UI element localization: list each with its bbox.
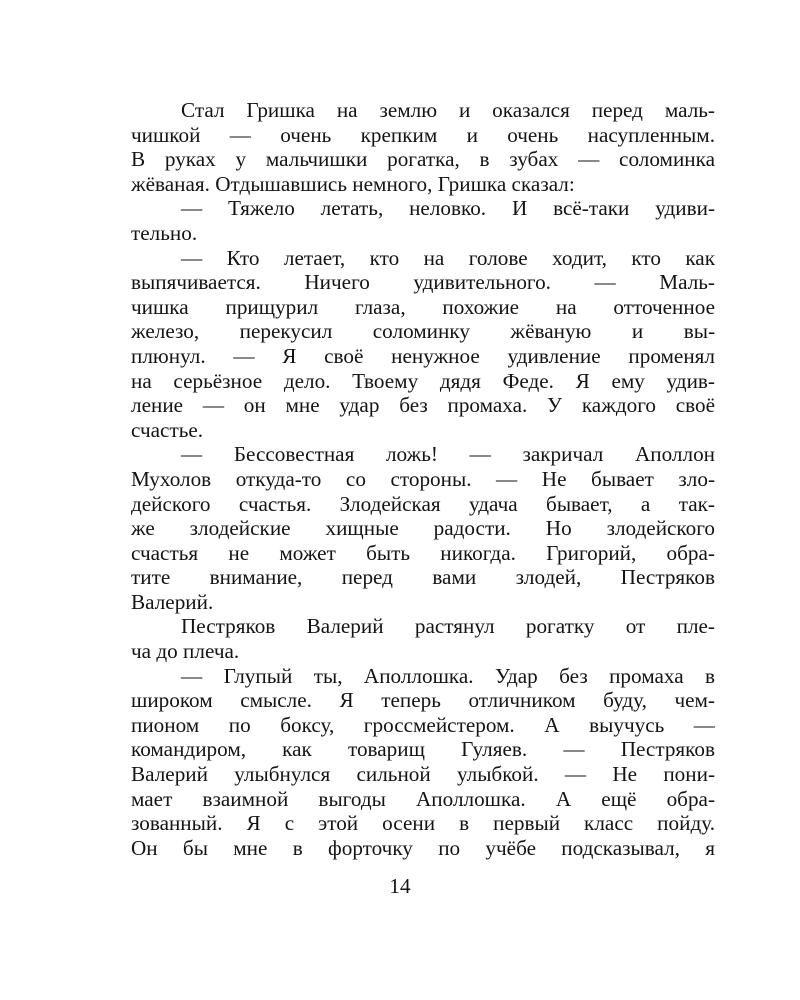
text-line: Он бы мне в форточку по учёбе подсказывал, я xyxy=(131,835,715,860)
text-line: мает взаимной выгоды Аполлошка. А ещё обра- xyxy=(131,786,715,811)
text-line: широком смысле. Я теперь отличником буду, чем- xyxy=(131,688,715,713)
text-line: Валерий. xyxy=(131,589,214,614)
text-line: на серьёзное дело. Твоему дядя Феде. Я ему удив- xyxy=(131,368,715,393)
text-line: — Тяжело летать, неловко. И всё-таки удиви- xyxy=(181,196,715,221)
book-page-text xyxy=(131,98,715,860)
text-line: жёваная. Отдышавшись немного, Гришка сказал: xyxy=(131,171,575,196)
text-line: В руках у мальчишки рогатка, в зубах — соломинка xyxy=(131,147,715,172)
text-line: счастья не может быть никогда. Григорий, обра- xyxy=(131,540,715,565)
text-line: зованный. Я с этой осени в первый класс пойду. xyxy=(131,811,715,836)
text-line: — Бессовестная ложь! — закричал Аполлон xyxy=(181,442,715,467)
text-line: тите внимание, перед вами злодей, Пестряков xyxy=(131,565,715,590)
text-line: тельно. xyxy=(131,220,198,245)
page-number: 14 xyxy=(389,874,411,898)
text-line: пионом по боксу, гроссмейстером. А выучусь — xyxy=(131,712,715,737)
text-line: — Кто летает, кто на голове ходит, кто как xyxy=(181,245,715,270)
text-line: плюнул. — Я своё ненужное удивление променял xyxy=(131,343,715,368)
text-line: счастье. xyxy=(131,417,204,442)
text-line: Мухолов откуда-то со стороны. — Не бывает зло- xyxy=(131,466,715,491)
text-line: же злодейские хищные радости. Но злодейского xyxy=(131,516,715,541)
text-line: выпячивается. Ничего удивительного. — Маль- xyxy=(131,270,715,295)
text-line: Валерий улыбнулся сильной улыбкой. — Не пони- xyxy=(131,762,715,787)
text-line: Пестряков Валерий растянул рогатку от пле- xyxy=(181,614,715,639)
text-line: ление — он мне удар без промаха. У каждого своё xyxy=(131,393,715,418)
text-line: чишка прищурил глаза, похожие на отточенное xyxy=(131,294,715,319)
text-line: командиром, как товарищ Гуляев. — Пестряков xyxy=(131,737,715,762)
text-line: Стал Гришка на землю и оказался перед маль- xyxy=(181,98,715,122)
text-line: дейского счастья. Злодейская удача бывает, а так- xyxy=(131,491,715,516)
text-line: ча до плеча. xyxy=(131,639,240,664)
text-line: чишкой — очень крепким и очень насупленным. xyxy=(131,122,715,147)
text-line: железо, перекусил соломинку жёваную и вы- xyxy=(131,319,715,344)
text-line: — Глупый ты, Аполлошка. Удар без промаха в xyxy=(181,663,715,688)
